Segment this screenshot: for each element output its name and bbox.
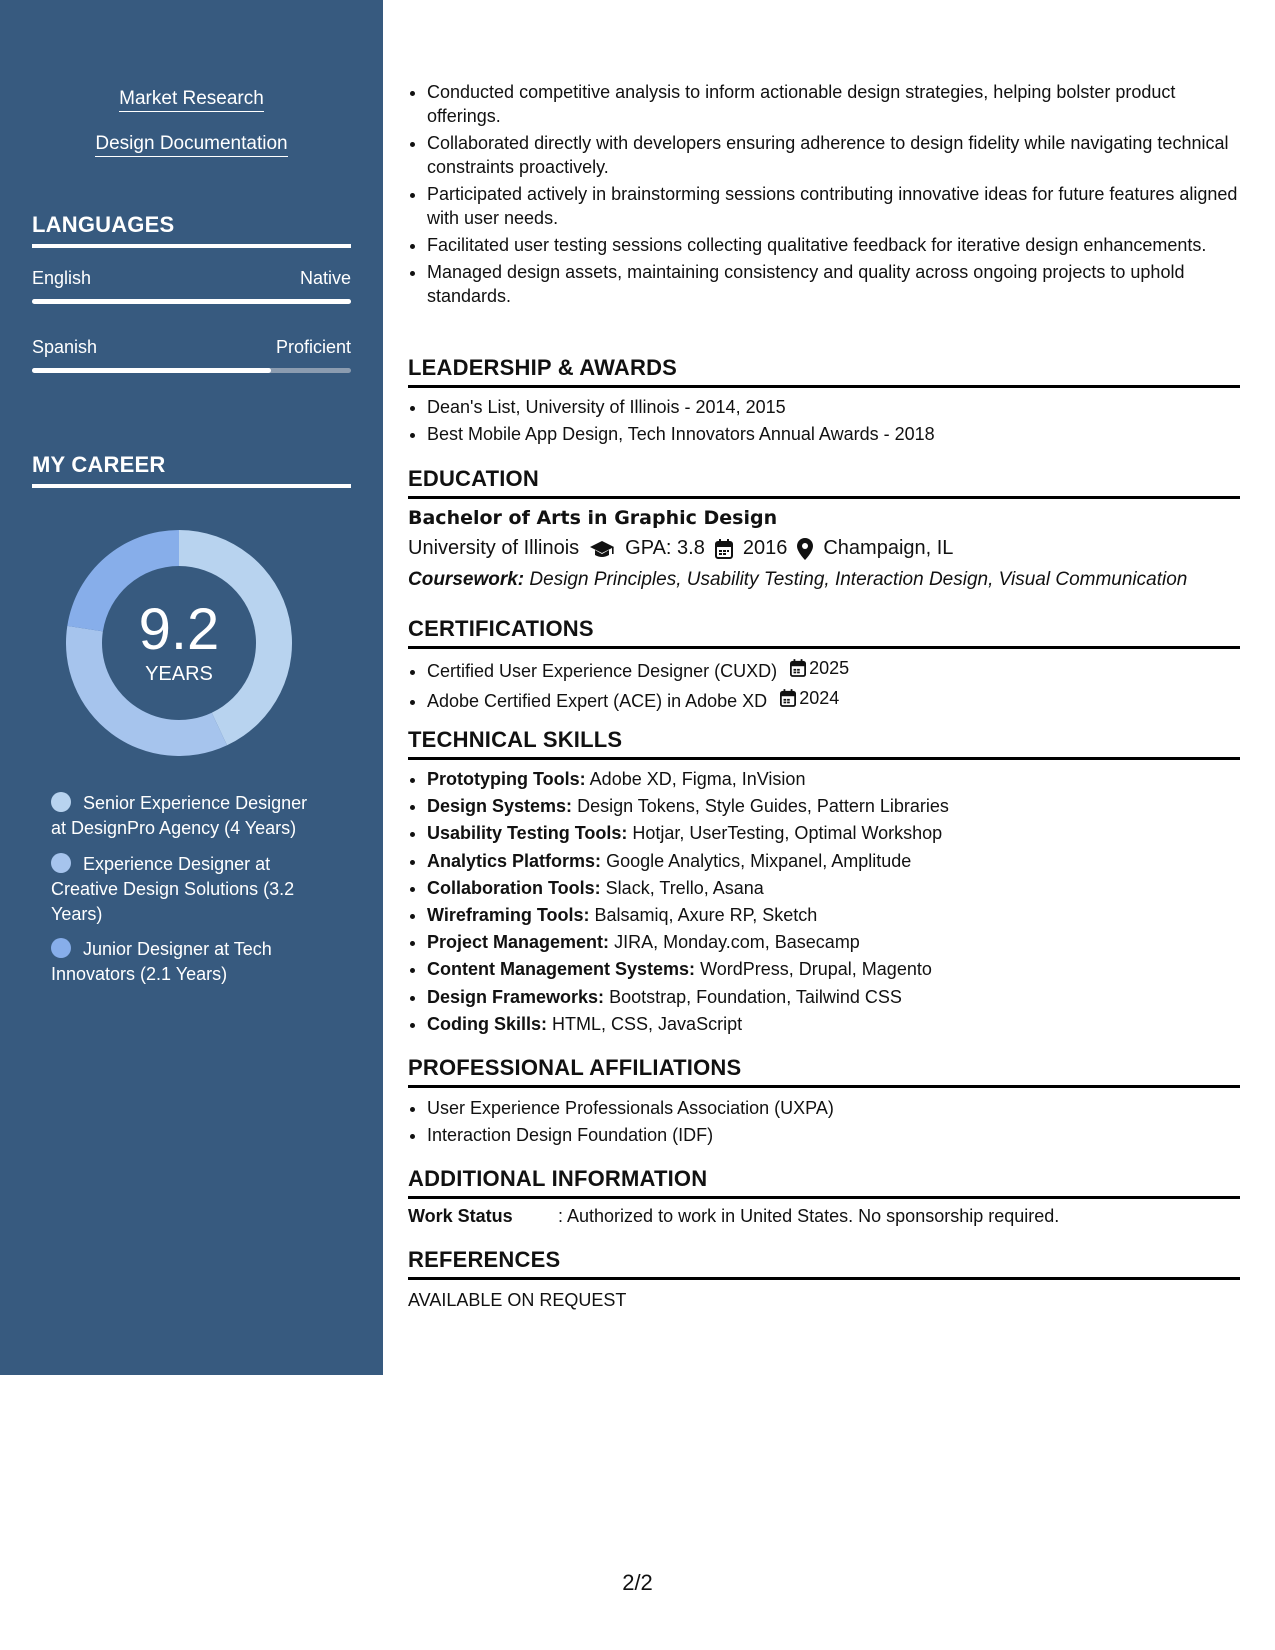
education-meta: [408, 537, 1240, 560]
career-dot-icon: [51, 853, 71, 873]
technical-skill-item: • Coding Skills: HTML, CSS, JavaScript: [427, 1012, 1240, 1036]
coursework-label: Coursework:: [408, 569, 525, 590]
references-heading: REFERENCES: [408, 1247, 1240, 1280]
affiliations-heading: PROFESSIONAL AFFILIATIONS: [408, 1055, 1240, 1088]
technical-skill-item: • Content Management Systems: WordPress, Drupal, Magento: [427, 957, 1240, 981]
technical-skill-item: • Usability Testing Tools: Hotjar, UserTesting, Optimal Workshop: [427, 821, 1240, 845]
sidebar: [0, 0, 383, 1375]
experience-bullet: • Managed design assets, maintaining consistency and quality across ongoing projects to uphold standards.: [427, 260, 1240, 308]
certifications-list: [408, 656, 1240, 716]
language-row-spanish: [32, 337, 351, 358]
career-total-unit: YEARS: [145, 662, 213, 685]
technical-skills-heading: TECHNICAL SKILLS: [408, 727, 1240, 760]
career-heading: MY CAREER: [32, 452, 351, 488]
experience-bullets: [408, 80, 1240, 311]
degree-title: Bachelor of Arts in Graphic Design: [408, 507, 778, 529]
leadership-item: • Best Mobile App Design, Tech Innovators Annual Awards - 2018: [427, 422, 1240, 446]
technical-skill-item: • Design Systems: Design Tokens, Style Guides, Pattern Libraries: [427, 794, 1240, 818]
affiliation-item: • Interaction Design Foundation (IDF): [427, 1123, 1240, 1147]
career-item: Junior Designer at Tech Innovators (2.1 Years): [51, 939, 272, 984]
technical-skill-item: • Collaboration Tools: Slack, Trello, Asana: [427, 876, 1240, 900]
career-item: Experience Designer at Creative Design Solutions (3.2 Years): [51, 854, 295, 924]
experience-bullet: • Facilitated user testing sessions collecting qualitative feedback for iterative design enhancements.: [427, 233, 1240, 257]
technical-skills-list: [408, 767, 1240, 1039]
career-dot-icon: [51, 792, 71, 812]
graduation-year: 2016: [742, 537, 788, 559]
language-bar-english: [32, 299, 351, 304]
calendar-icon: [790, 659, 806, 677]
language-row-english: [32, 268, 351, 289]
skill-market-research: Market Research: [0, 88, 383, 110]
certification-item: • Certified User Experience Designer (CUXD) 2025: [427, 656, 1240, 683]
references-text: AVAILABLE ON REQUEST: [408, 1290, 627, 1310]
coursework-list: Design Principles, Usability Testing, Interaction Design, Visual Communication: [529, 569, 1188, 590]
language-level: Native: [299, 268, 351, 288]
certifications-heading: CERTIFICATIONS: [408, 616, 1240, 649]
experience-bullet: • Conducted competitive analysis to inform actionable design strategies, helping bolster product offerings.: [427, 80, 1240, 128]
technical-skill-item: • Project Management: JIRA, Monday.com, Basecamp: [427, 930, 1240, 954]
school-location: Champaign, IL: [823, 537, 954, 559]
calendar-icon: [780, 689, 796, 707]
coursework: [408, 569, 1240, 591]
work-status-row: [408, 1206, 1240, 1227]
technical-skill-item: • Wireframing Tools: Balsamiq, Axure RP, Sketch: [427, 903, 1240, 927]
experience-bullet: • Collaborated directly with developers ensuring adherence to design fidelity while navigating technical constraints proactively.: [427, 131, 1240, 179]
technical-skill-item: • Design Frameworks: Bootstrap, Foundation, Tailwind CSS: [427, 985, 1240, 1009]
language-level: Proficient: [275, 337, 351, 357]
experience-bullet: • Participated actively in brainstorming sessions contributing innovative ideas for future features aligned with user needs.: [427, 182, 1240, 230]
language-bar-fill: [32, 368, 271, 373]
calendar-icon: [715, 539, 733, 559]
technical-skill-item: • Analytics Platforms: Google Analytics, Mixpanel, Amplitude: [427, 849, 1240, 873]
leadership-heading: LEADERSHIP & AWARDS: [408, 355, 1240, 388]
career-total-value: 9.2: [138, 596, 220, 662]
graduation-cap-icon: [589, 539, 615, 559]
work-status-value: : Authorized to work in United States. No sponsorship required.: [558, 1206, 1060, 1226]
page-number: 2/2: [622, 1570, 653, 1595]
skill-design-documentation: Design Documentation: [0, 133, 383, 155]
gpa: GPA: 3.8: [625, 537, 705, 559]
certification-item: • Adobe Certified Expert (ACE) in Adobe XD 2024: [427, 686, 1240, 713]
technical-skill-item: • Prototyping Tools: Adobe XD, Figma, InVision: [427, 767, 1240, 791]
career-total-label: [66, 530, 292, 756]
education-heading: EDUCATION: [408, 466, 1240, 499]
career-item: Senior Experience Designer at DesignPro Agency (4 Years): [51, 793, 308, 838]
affiliation-item: • User Experience Professionals Association (UXPA): [427, 1096, 1240, 1120]
additional-info-heading: ADDITIONAL INFORMATION: [408, 1166, 1240, 1199]
map-marker-icon: [797, 538, 813, 560]
affiliations-list: [408, 1096, 1240, 1150]
languages-heading: LANGUAGES: [32, 212, 351, 248]
language-bar-spanish: [32, 368, 351, 373]
school-name: University of Illinois: [408, 537, 580, 559]
language-name: English: [32, 268, 92, 288]
leadership-list: [408, 395, 1240, 449]
work-status-label: Work Status: [408, 1206, 513, 1226]
language-name: Spanish: [32, 337, 98, 357]
language-bar-fill: [32, 299, 351, 304]
leadership-item: • Dean's List, University of Illinois - 2014, 2015: [427, 395, 1240, 419]
career-dot-icon: [51, 938, 71, 958]
